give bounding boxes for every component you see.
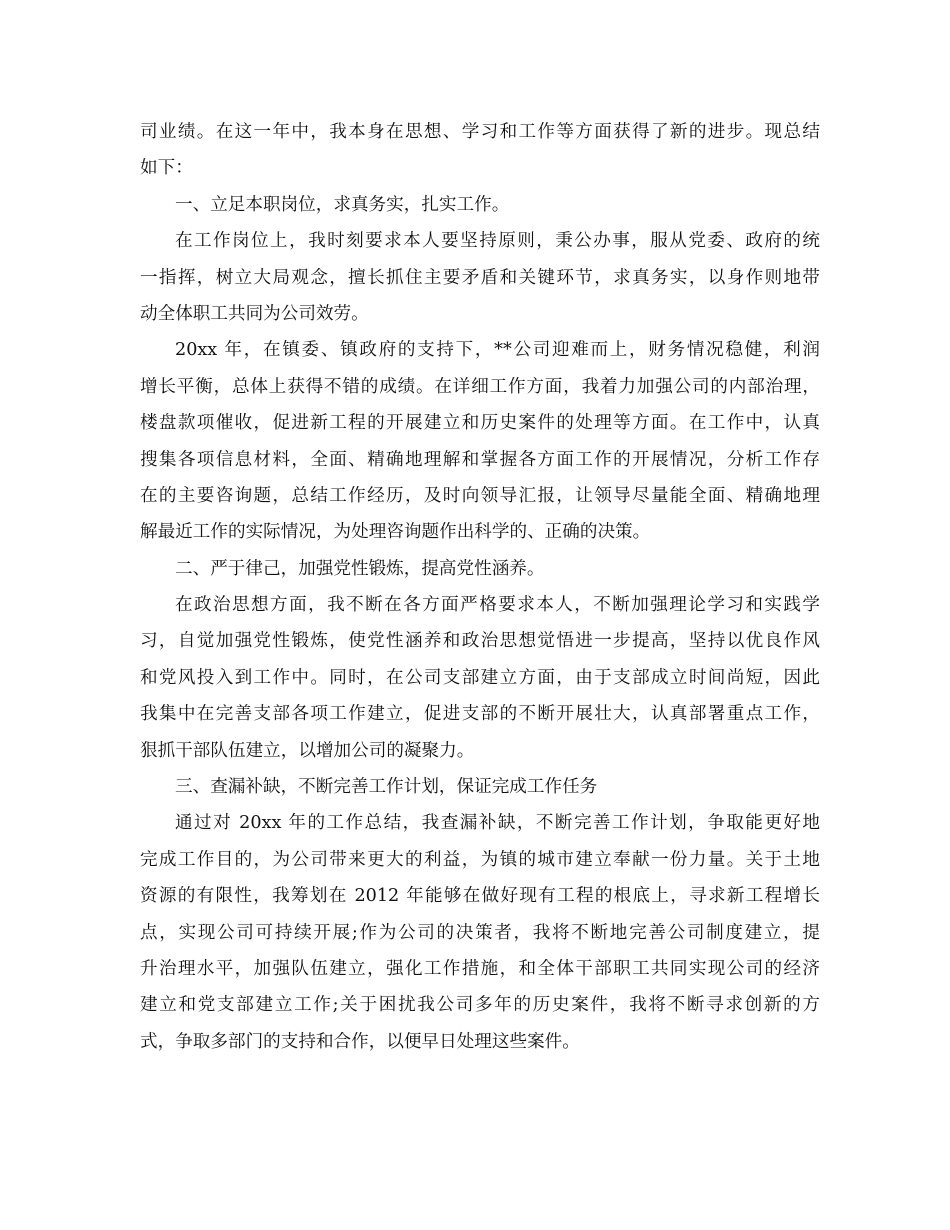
text-line: 动全体职工共同为公司效劳。 bbox=[140, 303, 369, 324]
text-line: 和党风投入到工作中。同时，在公司支部建立方面，由于支部成立时间尚短，因此 bbox=[140, 667, 820, 688]
text-line: 资源的有限性，我筹划在 2012 年能够在做好现有工程的根底上，寻求新工程增长 bbox=[140, 886, 820, 907]
text-line: 狠抓干部队伍建立，以增加公司的凝聚力。 bbox=[140, 740, 475, 761]
text-line: 一指挥，树立大局观念，擅长抓住主要矛盾和关键环节，求真务实，以身作则地带 bbox=[140, 267, 820, 288]
text-line: 司业绩。在这一年中，我本身在思想、学习和工作等方面获得了新的进步。现总结 bbox=[140, 122, 820, 142]
text-line: 一、立足本职岗位，求真务实，扎实工作。 bbox=[175, 194, 510, 215]
text-line: 点，实现公司可持续开展;作为公司的决策者，我将不断地完善公司制度建立，提 bbox=[140, 922, 820, 943]
text-line: 解最近工作的实际情况，为处理咨询题作出科学的、正确的决策。 bbox=[140, 522, 651, 543]
text-line: 在的主要咨询题，总结工作经历，及时向领导汇报，让领导尽量能全面、精确地理 bbox=[140, 485, 820, 506]
text-line: 式，争取多部门的支持和合作，以便早日处理这些案件。 bbox=[140, 1031, 580, 1052]
text-line: 搜集各项信息材料，全面、精确地理解和掌握各方面工作的开展情况，分析工作存 bbox=[140, 449, 820, 470]
text-line: 二、严于律己，加强党性锻炼，提高党性涵养。 bbox=[175, 558, 545, 579]
text-line: 在工作岗位上，我时刻要求本人要坚持原则，秉公办事，服从党委、政府的统 bbox=[175, 231, 820, 252]
document-body bbox=[140, 114, 820, 1060]
text-line: 完成工作目的，为公司带来更大的利益，为镇的城市建立奉献一份力量。关于土地 bbox=[140, 849, 820, 870]
text-line: 升治理水平，加强队伍建立，强化工作措施，和全体干部职工共同实现公司的经济 bbox=[140, 958, 820, 979]
text-line: 在政治思想方面，我不断在各方面严格要求本人，不断加强理论学习和实践学 bbox=[175, 595, 820, 616]
text-line: 通过对 20xx 年的工作总结，我查漏补缺，不断完善工作计划，争取能更好地 bbox=[175, 813, 820, 834]
text-line: 三、查漏补缺，不断完善工作计划，保证完成工作任务 bbox=[175, 777, 598, 798]
text-line: 楼盘款项催收，促进新工程的开展建立和历史案件的处理等方面。在工作中，认真 bbox=[140, 413, 820, 434]
text-line: 增长平衡，总体上获得不错的成绩。在详细工作方面，我着力加强公司的内部治理， bbox=[140, 376, 820, 397]
text-line: 习，自觉加强党性锻炼，使党性涵养和政治思想觉悟进一步提高，坚持以优良作风 bbox=[140, 631, 820, 652]
text-line: 建立和党支部建立工作;关于困扰我公司多年的历史案件，我将不断寻求创新的方 bbox=[140, 995, 820, 1016]
text-line: 20xx 年，在镇委、镇政府的支持下，**公司迎难而上，财务情况稳健，利润 bbox=[175, 340, 820, 361]
text-line: 我集中在完善支部各项工作建立，促进支部的不断开展壮大，认真部署重点工作， bbox=[140, 704, 820, 725]
text-line: 如下： bbox=[140, 158, 193, 179]
